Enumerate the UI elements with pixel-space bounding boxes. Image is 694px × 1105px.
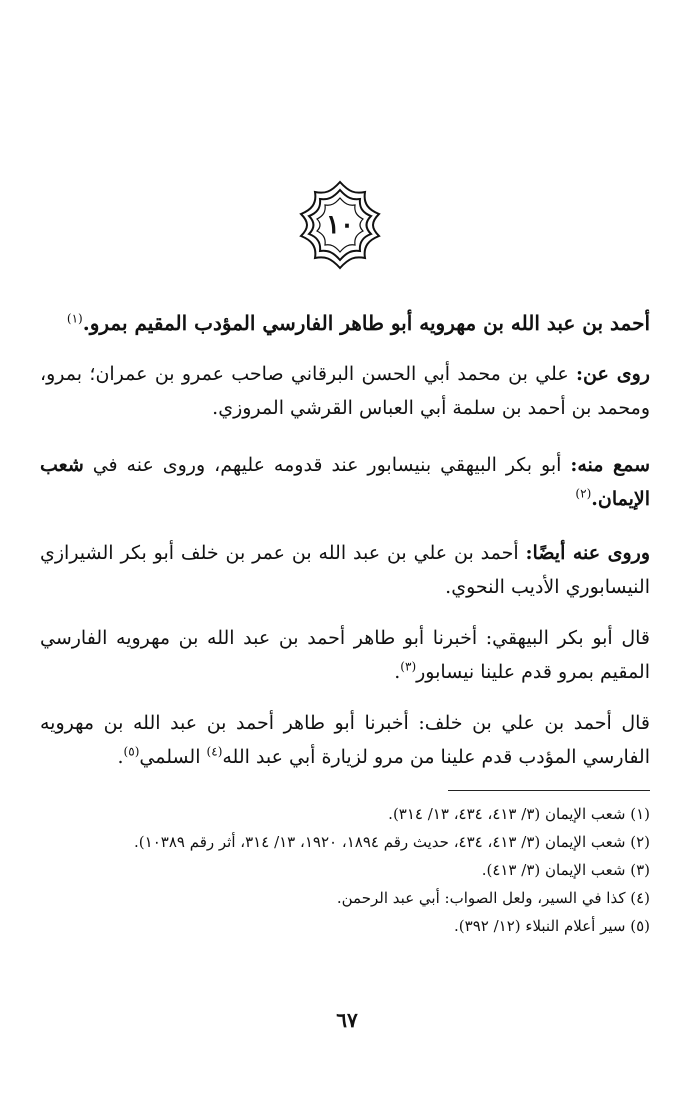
footnote-item: (٣) شعب الإيمان (٣/ ٤١٣). <box>481 861 650 879</box>
ibn-khalaf-quote-paragraph <box>40 706 650 774</box>
paragraph-text: علي بن محمد أبي الحسن البرقاني صاحب عمرو بن عمران؛ بمرو، ومحمد بن أحمد بن سلمة أبي العباس القرشي المروزي. <box>40 363 650 419</box>
footnote-item: (٥) سير أعلام النبلاء (١٢/ ٣٩٢). <box>454 917 650 935</box>
also-narrated-paragraph <box>40 536 650 604</box>
footnote-item: (٢) شعب الإيمان (٣/ ٤١٣، ٤٣٤، حديث رقم ١٨٩٤، ١٩٢٠، ١٣/ ٣١٤، أثر رقم ١٠٣٨٩). <box>134 833 650 851</box>
heading-text: أحمد بن عبد الله بن مهرويه أبو طاهر الفارسي المؤدب المقيم بمرو. <box>82 311 650 335</box>
footnote-ref[interactable]: (٣) <box>400 659 417 674</box>
paragraph-text: قال أحمد بن علي بن خلف: أخبرنا أبو طاهر أحمد بن عبد الله بن مهرويه الفارسي المؤدب قدم علينا من مرو لزيارة أبي عبد الله <box>40 712 650 768</box>
footnote-divider <box>448 790 650 791</box>
paragraph-tail: . <box>394 661 401 683</box>
section-label: وروى عنه أيضًا: <box>525 542 650 564</box>
chapter-ornament <box>297 178 383 272</box>
chapter-number: ١٠ <box>326 210 354 240</box>
narrated-from-paragraph <box>40 357 650 425</box>
bayhaqi-quote-paragraph <box>40 621 650 689</box>
paragraph-text-2: السلمي <box>139 746 207 768</box>
heard-from-him-paragraph <box>40 448 650 516</box>
paragraph-text: أحمد بن علي بن عبد الله بن عمر بن خلف أبو بكر الشيرازي النيسابوري الأديب النحوي. <box>40 542 650 598</box>
footnote-item: (١) شعب الإيمان (٣/ ٤١٣، ٤٣٤، ١٣/ ٣١٤). <box>388 805 650 823</box>
footnote-ref[interactable]: (١) <box>66 311 83 326</box>
footnotes <box>40 800 650 940</box>
footnote-item: (٤) كذا في السير، ولعل الصواب: أبي عبد الرحمن. <box>336 889 650 907</box>
paragraph-tail: . <box>117 746 124 768</box>
footnote-ref[interactable]: (٢) <box>575 486 592 501</box>
section-label: روى عن: <box>576 363 650 385</box>
footnote-ref[interactable]: (٤) <box>206 744 223 759</box>
entry-heading <box>30 303 650 343</box>
paragraph-text: أبو بكر البيهقي بنيسابور عند قدومه عليهم، وروى عنه في <box>83 454 571 476</box>
footnote-ref[interactable]: (٥) <box>123 744 140 759</box>
book-title: شعب الإيمان. <box>40 454 650 510</box>
page-number: ٦٧ <box>336 1008 358 1032</box>
section-label: سمع منه: <box>570 454 651 476</box>
paragraph-text: قال أبو بكر البيهقي: أخبرنا أبو طاهر أحمد بن عبد الله بن مهرويه الفارسي المقيم بمرو قدم علينا نيسابور <box>40 627 650 683</box>
